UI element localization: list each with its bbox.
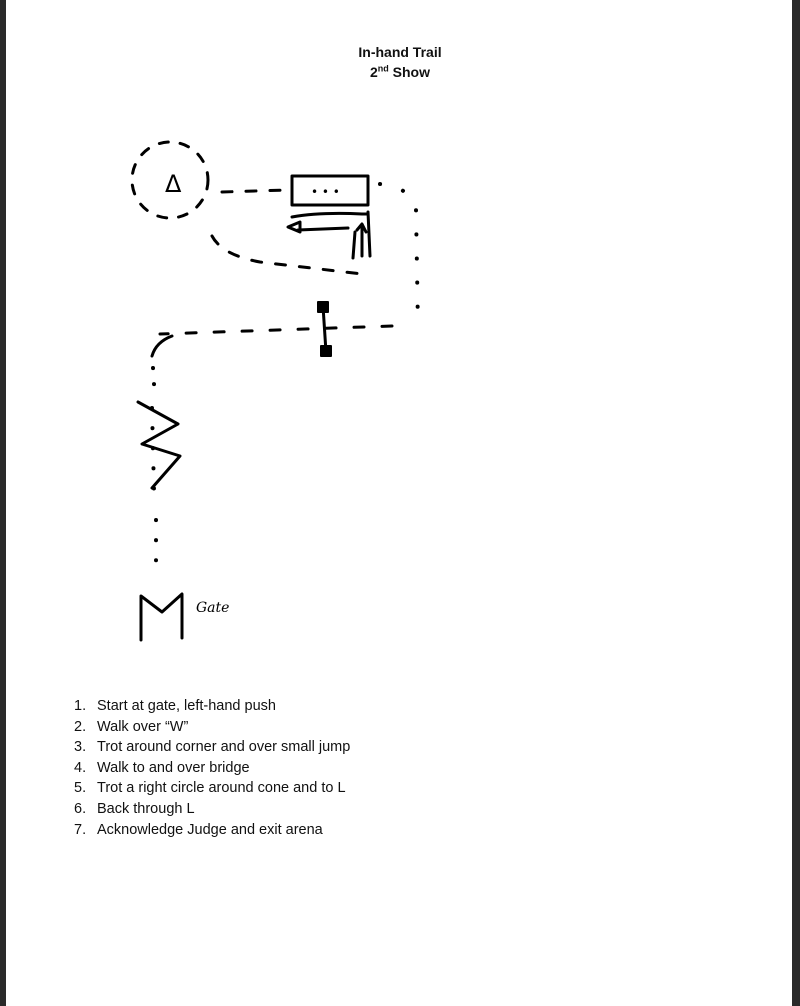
cone-icon: Δ: [165, 170, 182, 198]
w-poles: [138, 402, 180, 488]
path-l-loop: [212, 236, 362, 274]
step-text: Walk to and over bridge: [97, 759, 250, 776]
subtitle-number: 2: [369, 64, 378, 80]
path-to-w: [153, 368, 155, 400]
list-item: [74, 820, 350, 841]
list-item: [74, 737, 350, 758]
step-text: Trot a right circle around cone and to L: [97, 780, 346, 797]
gate: [141, 594, 182, 640]
list-item: [74, 696, 350, 717]
list-item: [74, 717, 350, 738]
step-number: 6.: [74, 800, 87, 817]
document-title: In-hand Trail: [358, 44, 442, 60]
step-number: 5.: [74, 780, 87, 797]
step-text: Back through L: [97, 800, 195, 817]
step-number: 4.: [74, 759, 87, 776]
list-item: [74, 799, 350, 820]
list-item: [74, 758, 350, 779]
path-through-w: [152, 408, 154, 490]
bridge-top-post: [318, 302, 328, 312]
step-number: 3.: [74, 739, 87, 756]
path-cone-to-jump: [222, 190, 286, 192]
subtitle-show: Show: [388, 64, 431, 80]
list-item: [74, 778, 350, 799]
step-number: 7.: [74, 821, 87, 838]
step-text: Walk over “W”: [97, 718, 189, 735]
jump-rails: • • •: [311, 185, 340, 199]
path-jump-to-bridge: [380, 184, 418, 328]
step-number: 1.: [74, 698, 87, 714]
steps-list: [74, 696, 350, 840]
gate-label: Gate: [196, 600, 230, 616]
path-bridge-row: [160, 326, 392, 334]
bridge-bottom-post: [321, 346, 331, 356]
path-corner: [152, 336, 172, 356]
step-text: Start at gate, left-hand push: [97, 698, 276, 714]
l-arrows: [353, 212, 370, 258]
subtitle-ordinal: nd: [377, 63, 389, 74]
step-text: Trot around corner and over small jump: [97, 739, 351, 756]
step-number: 2.: [74, 718, 87, 735]
step-text: Acknowledge Judge and exit arena: [97, 821, 323, 838]
